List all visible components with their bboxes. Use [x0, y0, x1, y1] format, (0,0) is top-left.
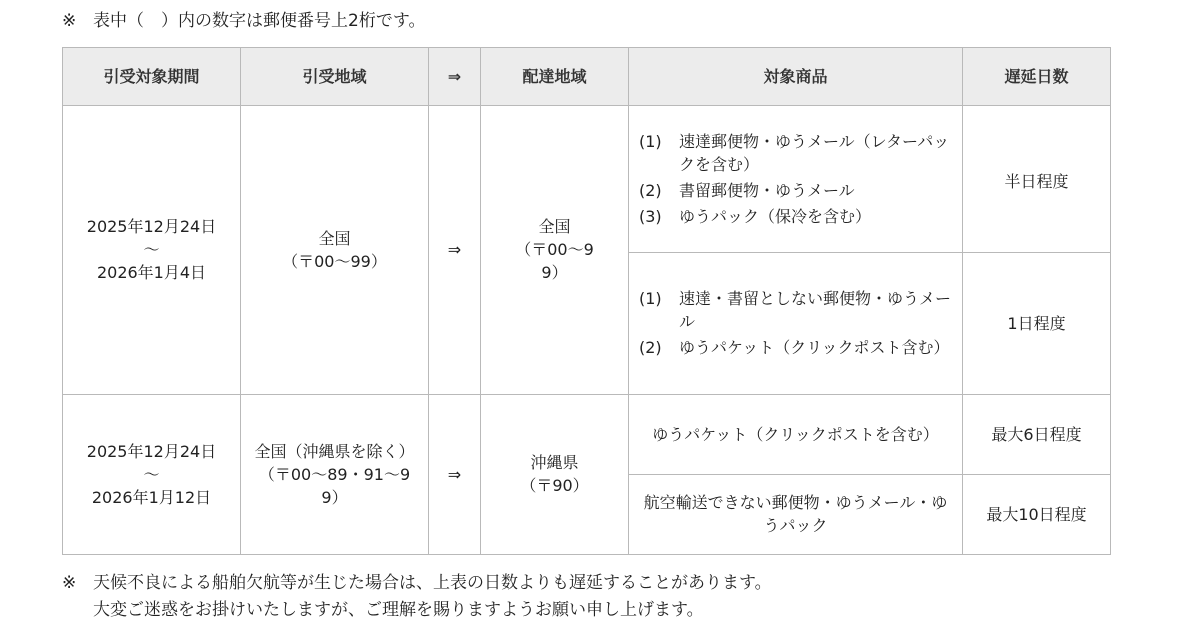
header-delivery-area: 配達地域	[481, 48, 629, 106]
delay-days-cell: 1日程度	[963, 253, 1111, 394]
header-arrow: ⇒	[429, 48, 481, 106]
list-item: (3) ゆうパック（保冷を含む）	[639, 207, 872, 227]
header-acceptance-area: 引受地域	[241, 48, 429, 106]
acceptance-area-cell: 全国（沖縄県を除く） （〒00～89・91～99）	[241, 394, 429, 554]
list-item: (1) 速達郵便物・ゆうメール（レターパックを含む）	[639, 132, 950, 175]
arrow-cell: ⇒	[429, 394, 481, 554]
note-mark: ※	[62, 11, 77, 31]
delay-days-cell: 最大10日程度	[963, 474, 1111, 554]
header-delay-days: 遅延日数	[963, 48, 1111, 106]
list-item: (2) 書留郵便物・ゆうメール	[639, 181, 855, 201]
table-header-row	[63, 48, 1111, 106]
delay-days-cell: 最大6日程度	[963, 394, 1111, 474]
note-line: 大変ご迷惑をお掛けいたしますが、ご理解を賜りますようお願い申し上げます。	[93, 600, 704, 620]
list-item: (1) 速達・書留としない郵便物・ゆうメール	[639, 289, 952, 332]
delivery-area-cell: 全国 （〒00～9 9）	[481, 106, 629, 395]
note-line: 天候不良による船舶欠航等が生じた場合は、上表の日数よりも遅延することがあります。	[93, 573, 772, 593]
target-products-cell	[629, 253, 963, 394]
delay-days-cell: 半日程度	[963, 106, 1111, 253]
acceptance-period-cell: 2025年12月24日 ～ 2026年1月4日	[63, 106, 241, 395]
target-products-cell: 航空輸送できない郵便物・ゆうメール・ゆうパック	[629, 474, 963, 554]
product-list	[639, 130, 952, 228]
target-products-cell: ゆうパケット（クリックポストを含む）	[629, 394, 963, 474]
product-list	[639, 287, 952, 359]
table-note	[62, 8, 425, 35]
arrow-cell: ⇒	[429, 106, 481, 395]
note-text: 表中（ ）内の数字は郵便番号上2桁です。	[93, 11, 426, 31]
weather-note	[62, 570, 772, 624]
table-row	[63, 394, 1111, 474]
delivery-area-cell: 沖縄県 （〒90）	[481, 394, 629, 554]
table-row	[63, 106, 1111, 253]
header-target-products: 対象商品	[629, 48, 963, 106]
header-acceptance-period: 引受対象期間	[63, 48, 241, 106]
acceptance-area-cell: 全国 （〒00～99）	[241, 106, 429, 395]
note-mark: ※	[62, 573, 77, 593]
list-item: (2) ゆうパケット（クリックポスト含む）	[639, 338, 950, 358]
target-products-cell	[629, 106, 963, 253]
delivery-delay-table	[62, 47, 1111, 555]
acceptance-period-cell: 2025年12月24日 ～ 2026年1月12日	[63, 394, 241, 554]
